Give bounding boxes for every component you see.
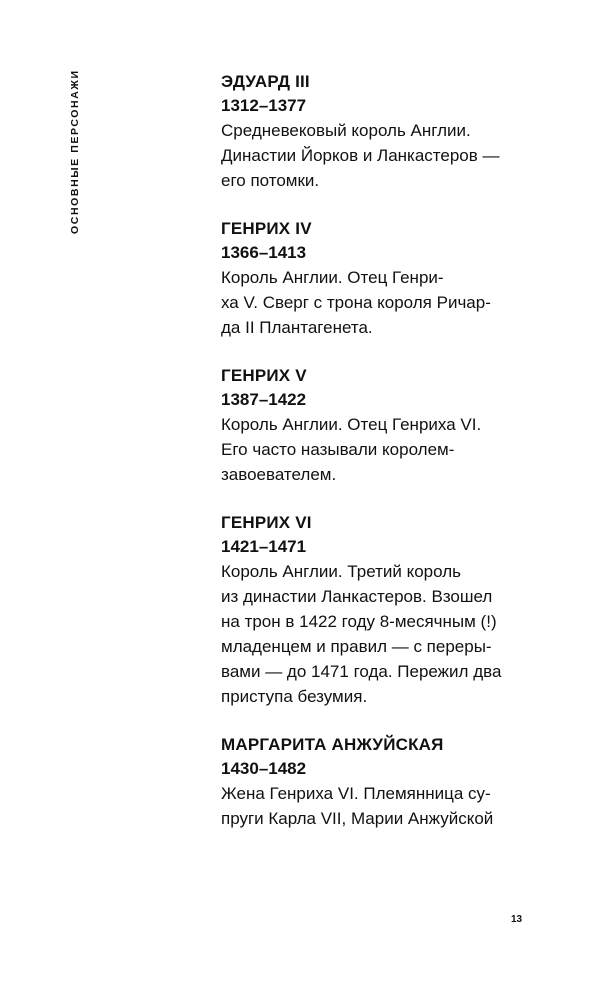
- character-entry-henry-vi: [221, 511, 551, 709]
- character-years: 1430–1482: [221, 759, 307, 778]
- character-years: 1387–1422: [221, 390, 307, 409]
- description-line: из династии Ланкастеров. Взошел: [221, 587, 493, 606]
- description-line: ха V. Сверг с трона короля Ричар-: [221, 293, 491, 312]
- character-years: 1366–1413: [221, 243, 307, 262]
- character-name: ЭДУАРД III: [221, 72, 310, 91]
- character-entry-margaret-of-anjou: [221, 733, 551, 831]
- description-line: вами — до 1471 года. Пережил два: [221, 662, 502, 681]
- description-line: Его часто называли королем-: [221, 440, 455, 459]
- character-description: [221, 781, 551, 831]
- character-entry-edward-iii: [221, 70, 551, 193]
- description-line: на трон в 1422 году 8-месячным (!): [221, 612, 497, 631]
- character-entry-henry-v: [221, 364, 551, 487]
- character-entry-henry-iv: [221, 217, 551, 340]
- characters-list: [221, 70, 551, 855]
- description-line: приступа безумия.: [221, 687, 368, 706]
- description-line: Король Англии. Третий король: [221, 562, 461, 581]
- description-line: Жена Генриха VI. Племянница су-: [221, 784, 491, 803]
- description-line: его потомки.: [221, 171, 320, 190]
- character-name: ГЕНРИХ IV: [221, 219, 312, 238]
- description-line: Династии Йорков и Ланкастеров —: [221, 146, 500, 165]
- character-description: [221, 559, 551, 709]
- description-line: завоевателем.: [221, 465, 337, 484]
- description-line: пруги Карла VII, Марии Анжуйской: [221, 809, 494, 828]
- character-name: ГЕНРИХ VI: [221, 513, 312, 532]
- character-name: МАРГАРИТА АНЖУЙСКАЯ: [221, 735, 444, 754]
- character-description: [221, 265, 551, 340]
- character-description: [221, 118, 551, 193]
- description-line: да II Плантагенета.: [221, 318, 373, 337]
- character-description: [221, 412, 551, 487]
- character-years: 1421–1471: [221, 537, 307, 556]
- character-name: ГЕНРИХ V: [221, 366, 307, 385]
- description-line: младенцем и правил — с переры-: [221, 637, 492, 656]
- description-line: Король Англии. Отец Генриха VI.: [221, 415, 482, 434]
- description-line: Король Англии. Отец Генри-: [221, 268, 444, 287]
- section-side-label: ОСНОВНЫЕ ПЕРСОНАЖИ: [69, 69, 81, 234]
- page-number: 13: [511, 914, 523, 925]
- description-line: Средневековый король Англии.: [221, 121, 471, 140]
- character-years: 1312–1377: [221, 96, 307, 115]
